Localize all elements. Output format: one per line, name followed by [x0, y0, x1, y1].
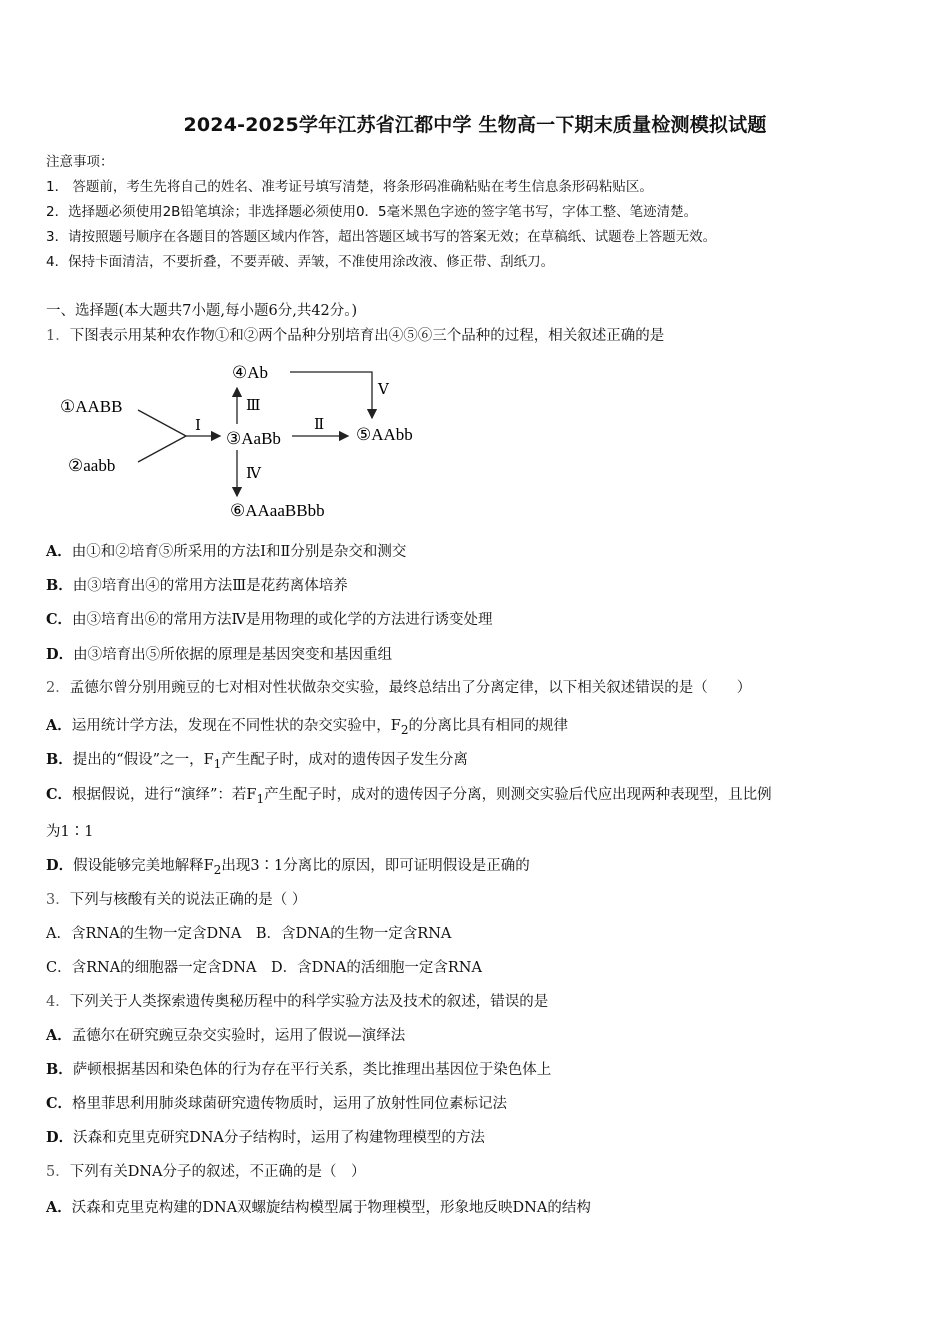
q4-option-a[interactable]: [46, 1026, 405, 1046]
q1-option-a[interactable]: [46, 542, 406, 562]
option-text-end: 产生配子时，成对的遗传因子分离，则测交实验后代应出现两种表现型，且比例: [264, 787, 772, 803]
option-text-end: 的分离比具有相同的规律: [408, 718, 569, 734]
edge-6: [290, 372, 372, 418]
notice-heading: 注意事项：: [46, 154, 114, 170]
q1-option-d[interactable]: [46, 645, 392, 665]
option-label: C．: [46, 611, 73, 628]
option-label: B．: [46, 577, 73, 594]
q4-option-c[interactable]: [46, 1094, 507, 1114]
question-text: 下列关于人类探索遗传奥秘历程中的科学实验方法及技术的叙述，错误的是: [69, 994, 549, 1010]
node-3: ③AaBb: [226, 429, 281, 448]
option-label: A．: [46, 1027, 72, 1044]
node-1: ①AABB: [60, 397, 123, 416]
node-2: ②aabb: [68, 456, 116, 475]
option-text: 孟德尔在研究豌豆杂交实验时，运用了假说—演绎法: [71, 1028, 406, 1044]
question-number: 3．: [46, 892, 70, 908]
notice-item-2: 2．选择题必须使用2B铅笔填涂；非选择题必须使用0．5毫米黑色字迹的签字笔书写，字体工整、笔迹清楚。: [46, 204, 698, 220]
question-2-stem: [46, 678, 751, 698]
q5-option-a[interactable]: [46, 1198, 591, 1218]
question-3-stem: [46, 890, 306, 910]
breeding-diagram: [40, 352, 440, 532]
question-number: 4．: [46, 994, 70, 1010]
option-text: 根据假说，进行“演绎”：若F: [72, 787, 257, 803]
question-text: 下列与核酸有关的说法正确的是（ ）: [69, 892, 307, 908]
node-4: ④Ab: [232, 363, 269, 382]
q4-option-d[interactable]: [46, 1128, 485, 1148]
emphasis-text: 错误: [635, 680, 665, 696]
step-1-label: Ⅰ: [195, 418, 201, 434]
q2-option-c-continued: 为1∶1: [46, 824, 94, 840]
question-number: 2．: [46, 680, 70, 696]
q2-option-d[interactable]: [46, 856, 530, 880]
option-label: C．: [46, 786, 73, 803]
option-text: 运用统计学方法，发现在不同性状的杂交实验中，F: [71, 718, 401, 734]
subscript: 2: [400, 722, 409, 737]
notice-item-3: 3．请按照题号顺序在各题目的答题区域内作答，超出答题区域书写的答案无效；在草稿纸、试题卷上答题无效。: [46, 229, 717, 245]
subscript: 1: [213, 756, 222, 771]
section-heading: 一、选择题(本大题共7小题,每小题6分,共42分。): [46, 303, 358, 319]
option-label: D．: [46, 857, 74, 874]
option-text: 格里菲思利用肺炎球菌研究遗传物质时，运用了放射性同位素标记法: [72, 1096, 508, 1112]
page-title: 2024-2025学年江苏省江都中学 生物高一下期末质量检测模拟试题: [183, 114, 767, 136]
q3-options-ab[interactable]: A．含RNA的生物一定含DNA B．含DNA的生物一定含RNA: [46, 926, 452, 942]
edge-1: [138, 410, 186, 436]
notice-item-1: 1． 答题前，考生先将自己的姓名、准考证号填写清楚，将条形码准确粘贴在考生信息条形码粘贴区。: [46, 179, 653, 195]
subscript: 2: [213, 862, 222, 877]
step-5-label: Ⅴ: [378, 382, 389, 398]
option-text: 由③培育出④的常用方法Ⅲ是花药离体培养: [72, 578, 348, 594]
question-1-stem: [46, 326, 664, 346]
option-label: B．: [46, 751, 73, 768]
q2-option-c[interactable]: [46, 785, 772, 809]
option-label: A．: [46, 717, 72, 734]
option-text-end: 出现3∶1分离比的原因，即可证明假设是正确的: [221, 858, 530, 874]
option-text: 由③培育出⑤所依据的原理是基因突变和基因重组: [73, 647, 393, 663]
q1-option-c[interactable]: [46, 610, 493, 630]
option-text: 萨顿根据基因和染色体的行为存在平行关系，类比推理出基因位于染色体上: [72, 1062, 552, 1078]
question-number: 1．: [46, 328, 70, 344]
question-text: 下列有关DNA分子的叙述，不正确的是（ ）: [69, 1164, 366, 1180]
notice-item-4: 4．保持卡面清洁，不要折叠，不要弄破、弄皱，不准使用涂改液、修正带、刮纸刀。: [46, 254, 555, 270]
step-4-label: Ⅳ: [246, 466, 261, 482]
question-text: 下图表示用某种农作物①和②两个品种分别培育出④⑤⑥三个品种的过程，相关叙述正确的是: [69, 328, 665, 344]
question-text: 孟德尔曾分别用豌豆的七对相对性状做杂交实验，最终总结出了分离定律，以下相关叙述: [69, 680, 636, 696]
q3-options-cd[interactable]: C．含RNA的细胞器一定含DNA D．含DNA的活细胞一定含RNA: [46, 960, 482, 976]
option-label: C．: [46, 1095, 73, 1112]
option-text: 沃森和克里克研究DNA分子结构时，运用了构建物理模型的方法: [73, 1130, 485, 1146]
q4-option-b[interactable]: [46, 1060, 551, 1080]
node-6: ⑥AAaaBBbb: [230, 501, 325, 520]
q2-option-b[interactable]: [46, 750, 468, 774]
question-5-stem: [46, 1162, 366, 1182]
option-text: 沃森和克里克构建的DNA双螺旋结构模型属于物理模型，形象地反映DNA的结构: [71, 1200, 591, 1216]
option-text: 由①和②培育⑤所采用的方法Ⅰ和Ⅱ分别是杂交和测交: [71, 544, 407, 560]
option-label: A．: [46, 543, 72, 560]
option-text: 假设能够完美地解释F: [73, 858, 214, 874]
question-4-stem: [46, 992, 548, 1012]
question-number: 5．: [46, 1164, 70, 1180]
option-label: A．: [46, 1199, 72, 1216]
subscript: 1: [256, 791, 265, 806]
option-text: 提出的“假设”之一，F: [72, 752, 214, 768]
option-label: D．: [46, 646, 74, 663]
option-text: 由③培育出⑥的常用方法Ⅳ是用物理的或化学的方法进行诱变处理: [72, 612, 493, 628]
question-text-end: 的是（ ）: [664, 680, 752, 696]
option-label: B．: [46, 1061, 73, 1078]
option-text-end: 产生配子时，成对的遗传因子发生分离: [221, 752, 468, 768]
node-5: ⑤AAbb: [356, 425, 413, 444]
option-label: D．: [46, 1129, 74, 1146]
q1-option-b[interactable]: [46, 576, 348, 596]
q2-option-a[interactable]: [46, 716, 568, 740]
step-2-label: Ⅱ: [314, 417, 325, 433]
step-3-label: Ⅲ: [246, 398, 261, 414]
edge-2: [138, 436, 186, 462]
